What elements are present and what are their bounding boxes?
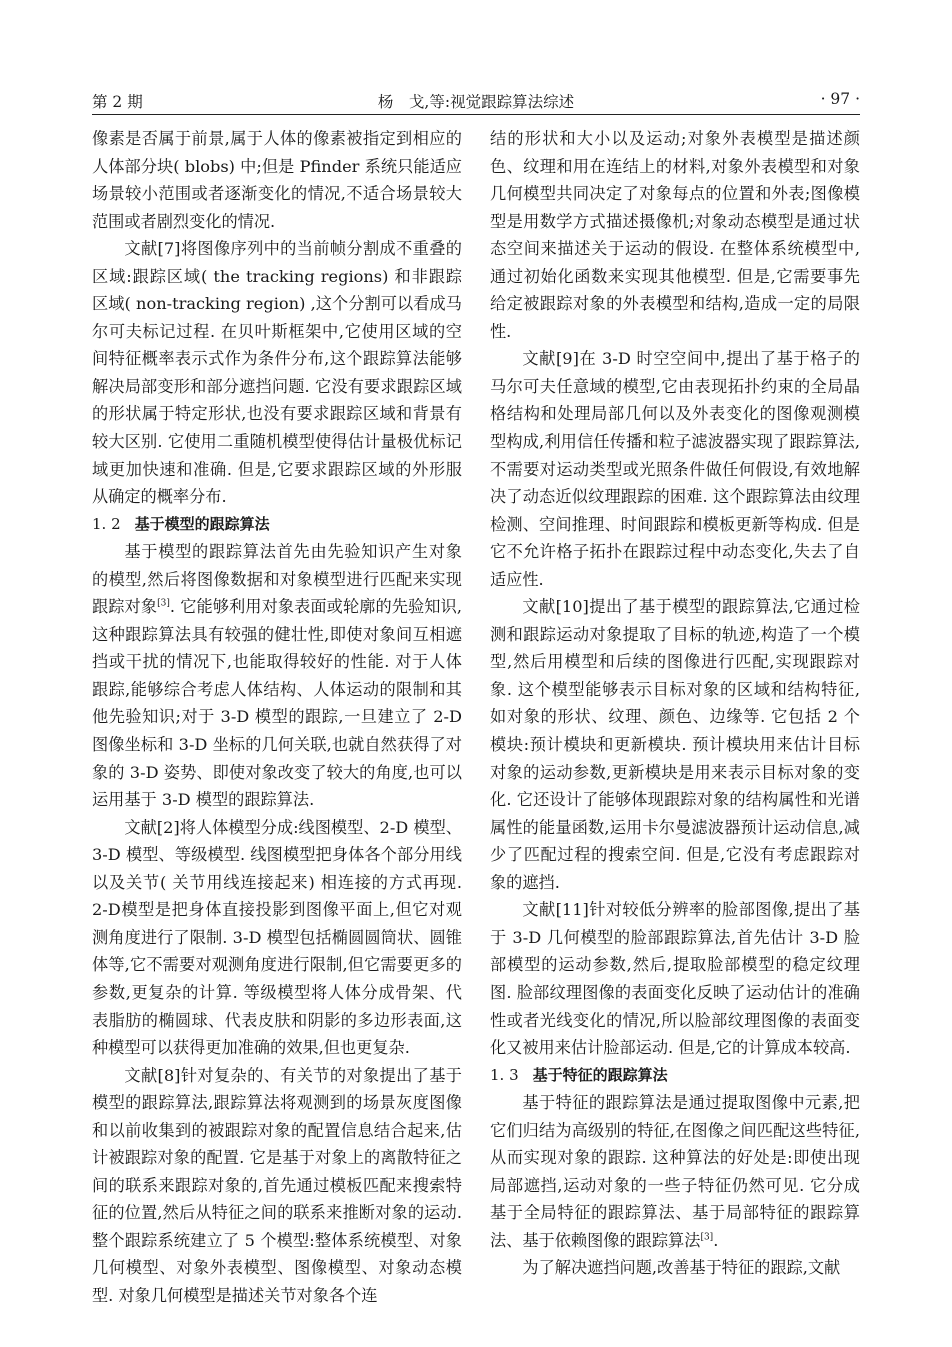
issue-number: 第 2 期 xyxy=(92,93,143,111)
section-title: 基于特征的跟踪算法 xyxy=(532,1065,668,1084)
citation: [3] xyxy=(700,1232,714,1243)
left-column xyxy=(92,125,462,1310)
article-running-title: 杨 戈,等:视觉跟踪算法综述 xyxy=(377,93,575,111)
paragraph xyxy=(92,538,462,813)
paragraph-text: . xyxy=(713,1230,719,1250)
paragraph xyxy=(490,1089,860,1254)
section-heading xyxy=(490,1062,860,1090)
section-heading xyxy=(92,511,462,539)
paragraph-text: 基于模型的跟踪算法首先由先验知识产生对象的模型,然后将图像数据和对象模型进行匹配来实现跟踪对象 xyxy=(92,542,462,617)
citation: [3] xyxy=(157,598,170,609)
paragraph: 文献[9]在 3-D 时空空间中,提出了基于格子的马尔可夫任意域的模型,它由表现拓扑约束的全局晶格结构和处理局部几何以及外表变化的图像观测模型构成,利用信任传播和粒子滤波器实现了跟踪算法,不需要对运动类型或光照条件做任何假设,有效地解决了动态近似纹理跟踪的困难. 这个跟踪算法由纹理检测、空间推理、时间跟踪和模板更新等构成. 但是它不允许格子拓扑在跟踪过程中动态变化,失去了自适应性. xyxy=(490,349,860,589)
page-number: · 97 · xyxy=(820,90,860,108)
paragraph: 结的形状和大小以及运动;对象外表模型是描述颜色、纹理和用在连结上的材料,对象外表模型和对象几何模型共同决定了对象每点的位置和外表;图像模型是用数学方式描述摄像机;对象动态模型是通过状态空间来描述关于运动的假设. 在整体系统模型中,通过初始化函数来实现其他模型. 但是,它需要事先给定被跟踪对象的外表模型和结构,造成一定的局限性. xyxy=(490,129,860,341)
right-column xyxy=(490,125,860,1282)
paragraph: 文献[10]提出了基于模型的跟踪算法,它通过检测和跟踪运动对象提取了目标的轨迹,构造了一个模型,然后用模型和后续的图像进行匹配,实现跟踪对象. 这个模型能够表示目标对象的区域和结构特征,如对象的形状、纹理、颜色、边缘等. 它包括 2 个模块:预计模块和更新模块. 预计模块用来估计目标对象的运动参数,更新模块是用来表示目标对象的变化. 它还设计了能够体现跟踪对象的结构属性和光谱属性的能量函数,运用卡尔曼滤波器预计运动信息,减少了匹配过程的搜索空间. 但是,它没有考虑跟踪对象的遮挡. xyxy=(490,597,860,892)
paragraph: 为了解决遮挡问题,改善基于特征的跟踪,文献 xyxy=(522,1258,841,1278)
paragraph: 像素是否属于前景,属于人体的像素被指定到相应的人体部分块( blobs) 中;但是 Pfinder 系统只能适应场景较小范围或者逐渐变化的情况,不适合场景较大范围或者剧烈变化的情况. xyxy=(92,129,462,231)
paragraph-text: . 它能够利用对象表面或轮廓的先验知识,这种跟踪算法具有较强的健壮性,即使对象间互相遮挡或干扰的情况下,也能取得较好的性能. 对于人体跟踪,能够综合考虑人体结构、人体运动的限制和其他先验知识;对于 3-D 模型的跟踪,一旦建立了 2-D 图像坐标和 3-D 坐标的几何关联,也就自然获得了对象的 3-D 姿势、即使对象改变了较大的角度,也可以运用基于 3-D 模型的跟踪算法. xyxy=(92,597,463,810)
paragraph: 文献[11]针对较低分辨率的脸部图像,提出了基于 3-D 几何模型的脸部跟踪算法,首先估计 3-D 脸部模型的运动参数,然后,提取脸部模型的稳定纹理图. 脸部纹理图像的表面变化反映了运动估计的准确性或者光线变化的情况,所以脸部纹理图像的表面变化又被用来估计脸部运动. 但是,它的计算成本较高. xyxy=(490,900,860,1058)
section-number: 1. 2 xyxy=(92,514,121,533)
running-header xyxy=(92,88,860,115)
section-title: 基于模型的跟踪算法 xyxy=(134,514,270,533)
paragraph-text: 基于特征的跟踪算法是通过提取图像中元素,把它们归结为高级别的特征,在图像之间匹配这些特征,从而实现对象的跟踪. 这种算法的好处是:即使出现局部遮挡,运动对象的一些子特征仍然可见. 它分成基于全局特征的跟踪算法、基于局部特征的跟踪算法、基于依赖图像的跟踪算法 xyxy=(490,1093,860,1250)
paragraph: 文献[2]将人体模型分成:线图模型、2-D 模型、3-D 模型、等级模型. 线图模型把身体各个部分用线以及关节( 关节用线连接起来) 相连接的方式再现. 2-D模型是把身体直接投影到图像平面上,但它对观测角度进行了限制. 3-D 模型包括椭圆圆筒状、圆锥体等,它不需要对观测角度进行限制,但它需要更多的参数,更复杂的计算. 等级模型将人体分成骨架、代表脂肪的椭圆球、代表皮肤和阴影的多边形表面,这种模型可以获得更加准确的效果,但也更复杂. xyxy=(92,817,462,1058)
paragraph: 文献[7]将图像序列中的当前帧分割成不重叠的区域:跟踪区域( the tracking regions) 和非跟踪区域( non-tracking region) ,这个分割可以看成马尔可夫标记过程. 在贝叶斯框架中,它使用区域的空间特征概率表示式作为条件分布,这个跟踪算法能够解决局部变形和部分遮挡问题. 它没有要求跟踪区域的形状属于特定形状,也没有要求跟踪区域和背景有较大区别. 它使用二重随机模型使得估计量极优标记域更加快速和准确. 但是,它要求跟踪区域的外形服从确定的概率分布. xyxy=(92,239,462,507)
section-number: 1. 3 xyxy=(490,1065,519,1084)
paragraph: 文献[8]针对复杂的、有关节的对象提出了基于模型的跟踪算法,跟踪算法将观测到的场景灰度图像和以前收集到的被跟踪对象的配置信息结合起来,估计被跟踪对象的配置. 它是基于对象上的离散特征之间的联系来跟踪对象的,首先通过模板匹配来搜索特征的位置,然后从特征之间的联系来推断对象的运动. 整个跟踪系统建立了 5 个模型:整体系统模型、对象几何模型、对象外表模型、图像模型、对象动态模型. 对象几何模型是描述关节对象各个连 xyxy=(92,1065,462,1305)
